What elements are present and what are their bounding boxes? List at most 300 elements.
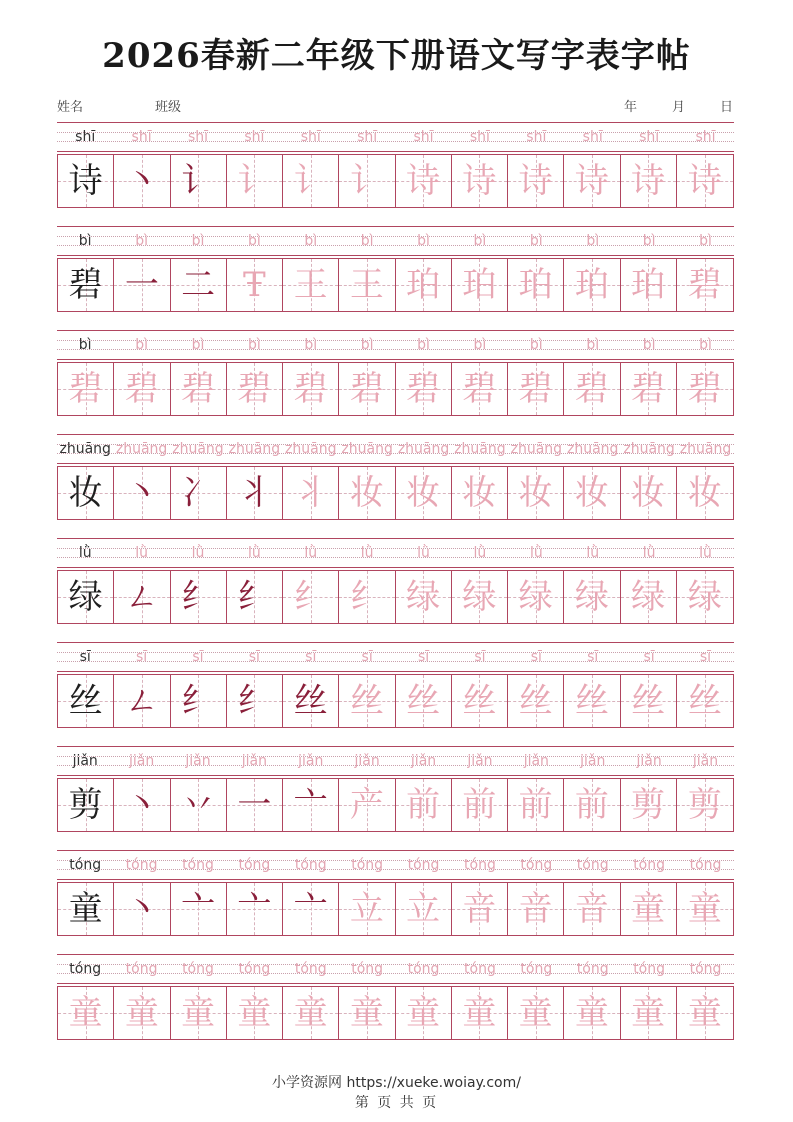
stroke-step-character: 丝 — [349, 681, 384, 721]
pinyin-trace: jiǎn — [185, 753, 211, 769]
pinyin-trace: bì — [642, 233, 656, 249]
stroke-step-character: 童 — [574, 993, 609, 1033]
stroke-step-character: 童 — [518, 993, 553, 1033]
stroke-step-character: 妆 — [574, 473, 609, 513]
pinyin-trace: tóng — [633, 857, 666, 873]
pinyin-trace: tóng — [182, 961, 214, 977]
grid-cell — [564, 571, 620, 623]
stroke-step-character: 丝 — [631, 681, 666, 721]
stroke-step-character: 丶 — [124, 473, 159, 513]
pinyin-trace: sī — [530, 649, 542, 665]
grid-cell — [396, 675, 452, 727]
stroke-step-character: 诗 — [406, 161, 441, 201]
pinyin-trace: jiǎn — [354, 753, 380, 769]
pinyin-label: lǜ — [78, 545, 92, 561]
grid-cell — [227, 779, 283, 831]
grid-cell — [508, 883, 564, 935]
stroke-step-character: 丝 — [293, 681, 328, 721]
grid-cell — [452, 467, 508, 519]
grid-cell — [452, 571, 508, 623]
grid-cell — [452, 155, 508, 207]
stroke-step-character: 妆 — [518, 473, 553, 513]
practice-row — [57, 432, 734, 536]
pinyin-trace: zhuāng — [679, 441, 732, 457]
pinyin-trace: bì — [529, 337, 543, 353]
pinyin-trace: jiǎn — [523, 753, 549, 769]
stroke-step-character: 绿 — [631, 577, 666, 617]
stroke-step-character: 碧 — [687, 369, 722, 409]
pinyin-trace: sī — [643, 649, 655, 665]
pinyin-trace: sī — [248, 649, 260, 665]
pinyin-trace: bì — [529, 233, 543, 249]
grid-cell — [621, 363, 677, 415]
pinyin-trace: tóng — [520, 961, 553, 977]
pinyin-trace: bì — [191, 337, 205, 353]
grid-cell — [58, 259, 114, 311]
pinyin-trace: sī — [135, 649, 148, 665]
grid-cell — [452, 883, 508, 935]
grid-cell — [564, 779, 620, 831]
pinyin-trace: bì — [586, 337, 600, 353]
stroke-step-character: 音 — [574, 889, 609, 929]
stroke-step-character: 纟 — [237, 681, 272, 721]
pinyin-trace: bì — [360, 233, 374, 249]
stroke-step-character: 童 — [631, 889, 666, 929]
grid-cell — [227, 467, 283, 519]
character-grid — [57, 986, 734, 1040]
stroke-step-character: 童 — [293, 993, 328, 1033]
grid-cell — [508, 363, 564, 415]
pinyin-label: bì — [78, 233, 92, 249]
pinyin-trace: bì — [360, 337, 374, 353]
character-grid — [57, 778, 734, 832]
pinyin-trace: bì — [247, 233, 261, 249]
pinyin-label: tóng — [69, 857, 102, 873]
grid-cell — [452, 259, 508, 311]
pinyin-trace: tóng — [238, 857, 271, 873]
pinyin-trace: zhuāng — [285, 441, 337, 457]
stroke-step-character: 讠 — [349, 161, 384, 201]
grid-cell — [114, 675, 170, 727]
grid-cell — [58, 675, 114, 727]
grid-cell — [452, 987, 508, 1039]
pinyin-label: jiǎn — [72, 753, 98, 769]
grid-cell — [396, 363, 452, 415]
pinyin-trace: tóng — [407, 857, 440, 873]
character-grid — [57, 258, 734, 312]
grid-cell — [621, 987, 677, 1039]
pinyin-trace: bì — [473, 337, 487, 353]
pinyin-trace: jiǎn — [410, 753, 437, 769]
stroke-step-character: 丶 — [124, 785, 159, 825]
stroke-step-character: 碧 — [293, 369, 328, 409]
pinyin-trace: shī — [300, 129, 321, 145]
pinyin-trace: shī — [526, 129, 547, 145]
pinyin-trace: tóng — [576, 961, 609, 977]
grid-cell — [452, 675, 508, 727]
stroke-step-character: 诗 — [518, 161, 553, 201]
stroke-step-character: 妆 — [631, 473, 666, 513]
grid-cell — [171, 467, 227, 519]
grid-cell — [564, 987, 620, 1039]
grid-cell — [227, 571, 283, 623]
grid-cell — [114, 987, 170, 1039]
stroke-step-character: 妆 — [406, 473, 441, 513]
model-character: 诗 — [68, 161, 103, 201]
practice-row — [57, 120, 734, 224]
grid-cell — [621, 571, 677, 623]
character-grid — [57, 466, 734, 520]
pinyin-trace: zhuāng — [454, 441, 506, 457]
stroke-step-character: 纟 — [237, 577, 272, 617]
model-character: 妆 — [68, 473, 103, 513]
grid-cell — [58, 155, 114, 207]
stroke-step-character: 剪 — [631, 785, 666, 825]
practice-row — [57, 328, 734, 432]
grid-cell — [339, 467, 395, 519]
grid-cell — [171, 987, 227, 1039]
stroke-step-character: 丷 — [181, 785, 216, 825]
pinyin-trace: jiǎn — [692, 753, 719, 769]
stroke-step-character: 前 — [518, 785, 553, 825]
grid-cell — [227, 155, 283, 207]
pinyin-trace: lǜ — [586, 545, 600, 561]
stroke-step-character: 碧 — [181, 369, 216, 409]
practice-row — [57, 744, 734, 848]
grid-cell — [171, 883, 227, 935]
pinyin-trace: zhuāng — [510, 441, 563, 457]
grid-cell — [339, 571, 395, 623]
stroke-step-character: 丬 — [237, 473, 272, 513]
stroke-step-character: 讠 — [181, 161, 216, 201]
stroke-step-character: 碧 — [518, 369, 553, 409]
grid-cell — [396, 467, 452, 519]
grid-cell — [621, 155, 677, 207]
grid-cell — [564, 155, 620, 207]
grid-cell — [564, 363, 620, 415]
pinyin-trace: zhuāng — [397, 441, 450, 457]
stroke-step-character: 童 — [687, 889, 722, 929]
name-label: 姓名 — [57, 100, 84, 115]
grid-cell — [283, 571, 339, 623]
grid-cell — [283, 987, 339, 1039]
stroke-step-character: 碧 — [462, 369, 497, 409]
practice-sheet — [57, 120, 734, 1056]
pinyin-trace: tóng — [351, 857, 384, 873]
pinyin-trace: bì — [191, 233, 205, 249]
pinyin-trace: tóng — [294, 961, 327, 977]
pinyin-trace: zhuāng — [623, 441, 675, 457]
pinyin-trace: shī — [131, 129, 152, 145]
pinyin-trace: bì — [417, 337, 430, 353]
pinyin-trace: tóng — [689, 961, 722, 977]
grid-cell — [564, 675, 620, 727]
stroke-step-character: 产 — [349, 785, 384, 825]
stroke-step-character: 童 — [631, 993, 666, 1033]
grid-cell — [283, 779, 339, 831]
pinyin-label: sī — [79, 649, 91, 665]
stroke-step-character: 纟 — [181, 681, 216, 721]
stroke-step-character: 碧 — [406, 369, 441, 409]
stroke-step-character: 珀 — [406, 265, 441, 305]
stroke-step-character: 碧 — [124, 369, 159, 409]
pinyin-trace: tóng — [576, 857, 609, 873]
stroke-step-character: 亠 — [293, 785, 328, 825]
grid-cell — [677, 779, 733, 831]
grid-cell — [339, 675, 395, 727]
pinyin-trace: bì — [642, 337, 656, 353]
pinyin-trace: shī — [244, 129, 265, 145]
pinyin-trace: lǜ — [247, 545, 261, 561]
pinyin-label: shī — [75, 129, 96, 145]
model-character: 丝 — [68, 681, 103, 721]
stroke-step-character: 妆 — [349, 473, 384, 513]
stroke-step-character: 剪 — [687, 785, 722, 825]
stroke-step-character: Ŧ — [243, 265, 266, 305]
stroke-step-character: 童 — [406, 993, 441, 1033]
stroke-step-character: 丝 — [406, 681, 441, 721]
stroke-step-character: 珀 — [518, 265, 553, 305]
pinyin-trace: tóng — [238, 961, 271, 977]
stroke-step-character: 丶 — [124, 161, 159, 201]
grid-cell — [227, 987, 283, 1039]
grid-cell — [396, 155, 452, 207]
grid-cell — [114, 467, 170, 519]
grid-cell — [283, 675, 339, 727]
grid-cell — [171, 571, 227, 623]
grid-cell — [564, 259, 620, 311]
pinyin-trace: tóng — [125, 961, 158, 977]
pinyin-trace: lǜ — [191, 545, 205, 561]
stroke-step-character: 讠 — [293, 161, 328, 201]
character-grid — [57, 570, 734, 624]
practice-row — [57, 848, 734, 952]
grid-cell — [283, 883, 339, 935]
stroke-step-character: 前 — [406, 785, 441, 825]
pinyin-trace: tóng — [633, 961, 666, 977]
pinyin-trace: lǜ — [360, 545, 374, 561]
stroke-step-character: 纟 — [293, 577, 328, 617]
grid-cell — [283, 363, 339, 415]
pinyin-trace: bì — [135, 337, 148, 353]
stroke-step-character: 童 — [124, 993, 159, 1033]
grid-cell — [508, 571, 564, 623]
grid-cell — [564, 883, 620, 935]
grid-cell — [508, 259, 564, 311]
character-grid — [57, 882, 734, 936]
grid-cell — [114, 259, 170, 311]
pinyin-trace: shī — [187, 129, 208, 145]
pinyin-trace: tóng — [125, 857, 158, 873]
grid-cell — [171, 155, 227, 207]
stroke-step-character: 绿 — [406, 577, 441, 617]
grid-cell — [227, 363, 283, 415]
pinyin-trace: lǜ — [473, 545, 487, 561]
pinyin-trace: zhuāng — [228, 441, 281, 457]
grid-cell — [396, 987, 452, 1039]
grid-cell — [227, 259, 283, 311]
pinyin-trace: jiǎn — [241, 753, 267, 769]
stroke-step-character: 童 — [462, 993, 497, 1033]
stroke-step-character: 童 — [237, 993, 272, 1033]
grid-cell — [114, 571, 170, 623]
grid-cell — [227, 883, 283, 935]
pinyin-trace: tóng — [689, 857, 722, 873]
grid-cell — [114, 155, 170, 207]
grid-cell — [339, 779, 395, 831]
grid-cell — [339, 883, 395, 935]
stroke-step-character: 诗 — [574, 161, 609, 201]
stroke-step-character: 立 — [406, 889, 441, 929]
pinyin-trace: jiǎn — [636, 753, 662, 769]
pinyin-trace: bì — [247, 337, 261, 353]
stroke-step-character: ㄥ — [124, 577, 159, 617]
practice-row — [57, 536, 734, 640]
grid-cell — [58, 883, 114, 935]
pinyin-trace: sī — [305, 649, 317, 665]
grid-cell — [677, 155, 733, 207]
stroke-step-character: 纟 — [349, 577, 384, 617]
stroke-step-character: ㄥ — [124, 681, 159, 721]
pinyin-trace: shī — [695, 129, 716, 145]
model-character: 绿 — [68, 577, 103, 617]
stroke-step-character: 音 — [518, 889, 553, 929]
stroke-step-character: 丬 — [293, 473, 328, 513]
stroke-step-character: 童 — [349, 993, 384, 1033]
stroke-step-character: 音 — [462, 889, 497, 929]
stroke-step-character: 珀 — [462, 265, 497, 305]
pinyin-trace: lǜ — [642, 545, 656, 561]
pinyin-trace: sī — [474, 649, 486, 665]
grid-cell — [508, 779, 564, 831]
grid-cell — [227, 675, 283, 727]
model-character: 碧 — [68, 265, 103, 305]
pinyin-trace: lǜ — [699, 545, 712, 561]
pinyin-trace: lǜ — [135, 545, 148, 561]
stroke-step-character: 碧 — [237, 369, 272, 409]
grid-cell — [452, 363, 508, 415]
character-grid — [57, 154, 734, 208]
grid-cell — [452, 779, 508, 831]
grid-cell — [58, 467, 114, 519]
grid-cell — [114, 363, 170, 415]
practice-row — [57, 224, 734, 328]
grid-cell — [677, 987, 733, 1039]
grid-cell — [171, 259, 227, 311]
pinyin-trace: zhuāng — [115, 441, 168, 457]
stroke-step-character: 妆 — [687, 473, 722, 513]
grid-cell — [621, 467, 677, 519]
grid-cell — [396, 779, 452, 831]
grid-cell — [171, 675, 227, 727]
grid-cell — [283, 259, 339, 311]
day-label: 日 — [720, 100, 734, 115]
pinyin-trace: tóng — [464, 857, 496, 873]
pinyin-trace: bì — [699, 233, 712, 249]
stroke-step-character: 诗 — [687, 161, 722, 201]
stroke-step-character: 一 — [124, 265, 159, 305]
stroke-step-character: 冫 — [181, 473, 216, 513]
pinyin-trace: tóng — [182, 857, 214, 873]
pinyin-trace: bì — [586, 233, 600, 249]
pinyin-trace: bì — [473, 233, 487, 249]
grid-cell — [621, 779, 677, 831]
pinyin-trace: sī — [192, 649, 204, 665]
grid-cell — [621, 883, 677, 935]
pinyin-label: tóng — [69, 961, 102, 977]
stroke-step-character: 妆 — [462, 473, 497, 513]
pinyin-trace: shī — [639, 129, 660, 145]
grid-cell — [677, 259, 733, 311]
footer-site: 小学资源网 https://xueke.woiay.com/ — [272, 1075, 521, 1091]
grid-cell — [677, 363, 733, 415]
stroke-step-character: 丝 — [687, 681, 722, 721]
pinyin-trace: tóng — [520, 857, 553, 873]
stroke-step-character: 前 — [574, 785, 609, 825]
stroke-step-character: 碧 — [631, 369, 666, 409]
stroke-step-character: 王 — [293, 265, 328, 305]
stroke-step-character: 二 — [181, 265, 216, 305]
stroke-step-character: 绿 — [462, 577, 497, 617]
grid-cell — [58, 363, 114, 415]
grid-cell — [621, 259, 677, 311]
footer-page: 第 页 共 页 — [354, 1095, 439, 1111]
grid-cell — [339, 363, 395, 415]
pinyin-trace: jiǎn — [128, 753, 155, 769]
grid-cell — [677, 675, 733, 727]
grid-cell — [508, 467, 564, 519]
grid-cell — [508, 155, 564, 207]
pinyin-trace: bì — [304, 337, 318, 353]
pinyin-trace: zhuāng — [172, 441, 224, 457]
practice-row — [57, 640, 734, 744]
grid-cell — [508, 987, 564, 1039]
pinyin-trace: lǜ — [529, 545, 543, 561]
stroke-step-character: 诗 — [631, 161, 666, 201]
grid-cell — [339, 155, 395, 207]
year-label: 年 — [624, 100, 638, 115]
model-character: 童 — [68, 889, 103, 929]
stroke-step-character: 绿 — [687, 577, 722, 617]
grid-cell — [114, 883, 170, 935]
grid-cell — [677, 883, 733, 935]
grid-cell — [677, 571, 733, 623]
stroke-step-character: 丝 — [518, 681, 553, 721]
stroke-step-character: 王 — [349, 265, 384, 305]
pinyin-label: zhuāng — [59, 441, 111, 457]
grid-cell — [283, 155, 339, 207]
grid-cell — [621, 675, 677, 727]
stroke-step-character: 丶 — [124, 889, 159, 929]
pinyin-trace: tóng — [351, 961, 384, 977]
stroke-step-character: 碧 — [349, 369, 384, 409]
grid-cell — [171, 363, 227, 415]
grid-cell — [58, 779, 114, 831]
grid-cell — [283, 467, 339, 519]
pinyin-trace: zhuāng — [341, 441, 393, 457]
stroke-step-character: 碧 — [68, 369, 103, 409]
pinyin-trace: zhuāng — [566, 441, 619, 457]
stroke-step-character: 诗 — [462, 161, 497, 201]
stroke-step-character: 亠 — [293, 889, 328, 929]
grid-cell — [396, 883, 452, 935]
pinyin-trace: jiǎn — [580, 753, 606, 769]
pinyin-trace: bì — [304, 233, 318, 249]
pinyin-trace: shī — [357, 129, 378, 145]
stroke-step-character: 绿 — [518, 577, 553, 617]
stroke-step-character: 碧 — [687, 265, 722, 305]
grid-cell — [339, 259, 395, 311]
